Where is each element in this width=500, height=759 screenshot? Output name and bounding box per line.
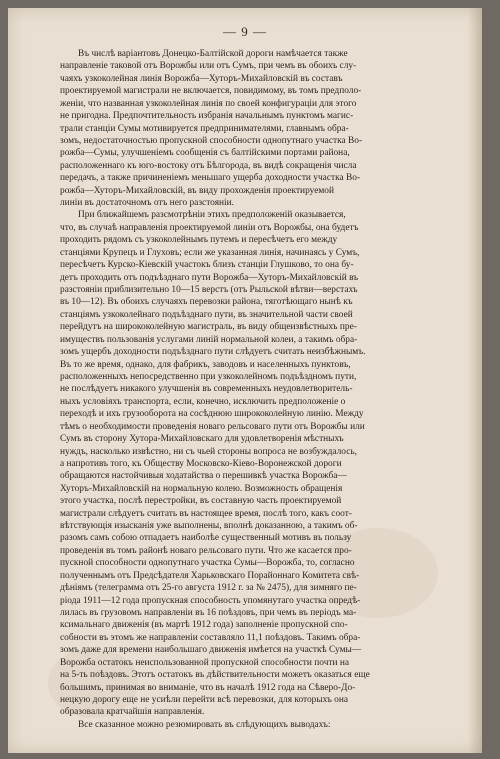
text-line: не послѣдуетъ никакого улучшенія въ современныхъ неудовлетворитель- [60, 384, 353, 395]
text-line: линіи въ достаточномъ отъ него разстояніи. [60, 198, 234, 209]
text-line: зомъ ущербъ доходности подъѣзднаго пути слѣдуетъ считать неизбѣжнымъ. [60, 347, 366, 358]
text-line: нецкую дорогу еще не усиѣли перейти всѣ перевозки, для которыхъ она [60, 694, 349, 705]
text-line: Въ числѣ варіантовъ Донецко-Балтійской дороги намѣчается также [78, 49, 348, 59]
text-line: что, въ случаѣ направленія проектируемой линіи отъ Ворожбы, она будетъ [60, 222, 359, 233]
text-line: зомъ, недостаточностью пропускной способности однопутнаго участка Во- [60, 135, 363, 146]
text-line: собности въ этомъ же направленіи составляло 11,1 поѣздовъ. Такимъ обра- [60, 632, 361, 643]
text-line: Ворожба остатокъ неиспользованной пропускной способности почти на [60, 657, 350, 668]
text-line: имуществъ пользованія услугами линій нормальной колеи, а такимъ обра- [60, 334, 358, 345]
text-line: женіи, что названная узкоколейная линія по своей конфигураціи для этого [60, 98, 357, 109]
text-line: расположенныхъ непосредственно при узкоколейномъ подъѣздномъ пути, [60, 371, 357, 382]
text-line: переходѣ и ихъ грузооборота на сосѣднюю ширококолейную линію. Между [60, 409, 364, 420]
text-line: тѣмъ о необходимости проведенія новаго рельсоваго пути отъ Ворожбы или [60, 421, 365, 432]
text-line: чаяхъ узкоколейная линія Ворожба—Хуторъ-Михайловскій въ составъ [60, 73, 343, 84]
text-line: станціямъ узкоколейнаго подъѣзднаго пути, въ значительной части своей [60, 309, 353, 320]
text-line: въ 10—12). Въ обоихъ случаяхъ перевозки района, тяготѣющаго нынѣ къ [60, 297, 353, 308]
text-line: перейдутъ на ширококолейную магистраль, въ виду общеизвѣстныхъ пре- [60, 322, 357, 333]
text-line: полученнымъ отъ Предсѣдателя Харьковскаго Порайоннаго Комитета свѣ- [60, 570, 360, 581]
text-line: дѣніямъ (телеграмма отъ 25-го августа 1912 г. за № 2475), для зимняго пе- [60, 583, 357, 594]
body-text [60, 48, 464, 731]
text-line: детъ проходить отъ подъѣзднаго пути Ворожба—Хуторъ-Михайловскій въ [60, 272, 359, 283]
text-line: расположеннаго къ юго-востоку отъ Бѣлгорода, въ видѣ сокращенія числа [60, 160, 357, 171]
paragraph-1 [60, 48, 464, 209]
text-line: не пригодна. Предпочтительность избранія начальнымъ пунктомъ магис- [60, 111, 354, 122]
text-line: зомъ даже для времени наибольшаго движенія имѣется на участкѣ Сумы— [60, 645, 362, 656]
text-line: ксимальнаго движенія (въ мартѣ 1912 года) заполненіе пропускной спо- [60, 620, 348, 631]
text-line: большимъ, принимая во вниманіе, что въ началѣ 1912 года на Сѣверо-До- [60, 682, 356, 693]
text-line: проходить рядомъ съ узкоколейнымъ путемъ и пересѣчетъ его между [60, 235, 338, 246]
text-line: лилась въ грузовомъ направленіи въ 16 поѣздовъ, при чемъ въ періодъ ма- [60, 607, 357, 618]
text-line: Хуторъ-Михайловскій на нормальную колею. Возможность обращенія [60, 483, 343, 494]
text-line: разстояніи приблизительно 10—15 верстъ (отъ Рыльской вѣтви—верстахъ [60, 285, 358, 296]
text-line: рожба—Сумы, улучшеніемъ сообщенія съ балтійскими портами района, [60, 148, 350, 159]
paragraph-3 [60, 719, 464, 731]
text-line: направленіе таковой отъ Ворожбы или отъ Сумъ, при чемъ въ обоихъ слу- [60, 61, 357, 72]
paragraph-2 [60, 209, 464, 718]
text-line: При ближайшемъ разсмотрѣніи этихъ предположеній оказывается, [78, 210, 346, 221]
text-line: рожба—Хуторъ-Михайловскій, въ виду прохожденія проектируемой [60, 185, 335, 196]
text-line: вѣтствующія изысканія уже выполнены, вполнѣ доказанною, а такимъ об- [60, 521, 358, 532]
text-line: разомъ самъ собою отпадаетъ наиболѣе существенный мотивъ въ пользу [60, 533, 352, 544]
text-line: пересѣчетъ Курско-Кіевскій участокъ близъ станціи Глушково, то она бу- [60, 260, 354, 271]
text-line: проектируемой магистрали не включается, повидимому, въ томъ предполо- [60, 86, 362, 97]
text-line: Все сказанное можно резюмировать въ слѣдующихъ выводахъ: [78, 719, 331, 730]
page-edge-shadow [468, 8, 482, 753]
text-line: Въ то же время, однако, для фабрикъ, заводовъ и населенныхъ пунктовъ, [60, 359, 351, 370]
text-line: Сумъ въ сторону Хутора-Михайловскаго для удовлетворенія мѣстныхъ [60, 434, 344, 445]
page-number: — 9 — [223, 24, 267, 39]
text-line: на 5-ть поѣздовъ. Этотъ остатокъ въ дѣйствительности можетъ оказаться еще [60, 670, 370, 681]
text-line: нуждъ, насколько извѣстно, ни съ чьей стороны вопроса не возбуждалось, [60, 446, 357, 457]
text-line: пускной способности однопутнаго участка Сумы—Ворожба, то, согласно [60, 558, 355, 569]
text-line: а напротивъ того, къ Обществу Московско-Кіево-Воронежской дороги [60, 458, 342, 469]
text-line: передачъ, а также причиненіемъ меньшаго ущерба доходности участка Во- [60, 173, 361, 184]
text-line: этого участка, послѣ перестройки, въ составную часть проектируемой [60, 496, 342, 507]
text-line: трали станціи Сумы мотивируется предпринимателями, главнымъ обра- [60, 123, 349, 134]
text-line: станціями Крупецъ и Глуховъ; если же указанная линія, начинаясь у Сумъ, [60, 247, 360, 258]
scanned-page [8, 8, 482, 753]
text-line: ріода 1911—12 года пропускная способность упомянутаго участка опредѣ- [60, 595, 361, 606]
text-line: обращаются настойчивыя ходатайства о перешивкѣ участка Ворожба— [60, 471, 347, 482]
text-line: ныхъ условіяхъ транспорта, если, конечно, исключить предположеніе о [60, 396, 346, 407]
text-line: магистрали слѣдуетъ считать въ настоящее время, послѣ того, какъ соот- [60, 508, 352, 519]
text-line: проведенія въ томъ районѣ новаго рельсоваго пути. Что же касается про- [60, 545, 352, 556]
text-line: образовала кратчайшія направленія. [60, 707, 205, 718]
